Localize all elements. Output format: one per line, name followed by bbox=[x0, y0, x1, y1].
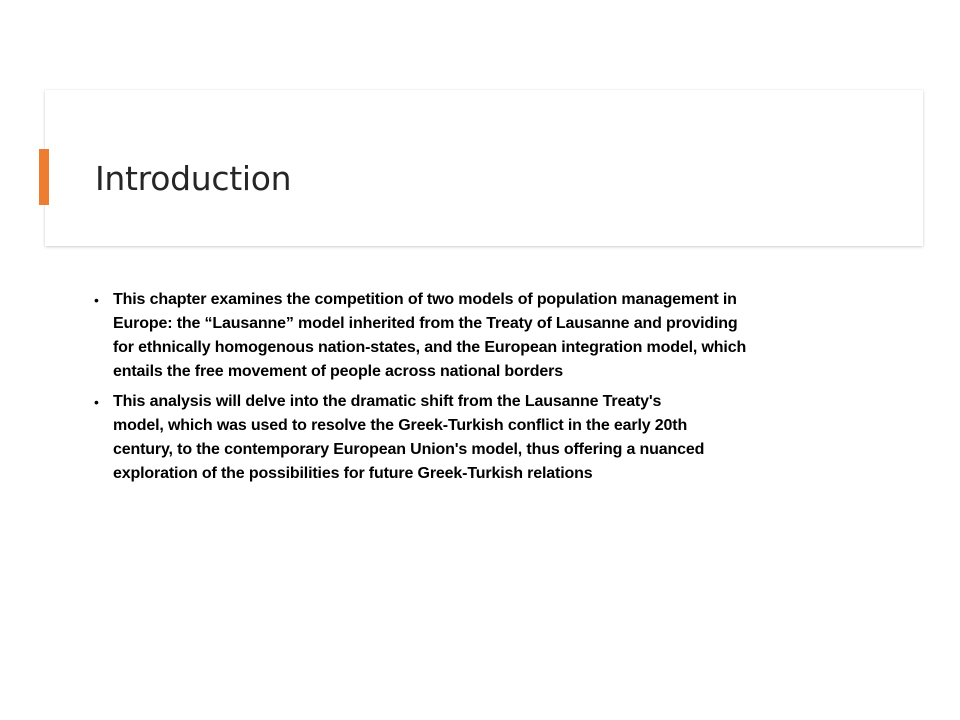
bullet-item bbox=[94, 288, 884, 384]
bullet-text-line: century, to the contemporary European Union's model, thus offering a nuanced bbox=[113, 441, 705, 458]
bullet-list bbox=[94, 288, 884, 492]
bullet-icon: • bbox=[94, 292, 99, 308]
bullet-text-line: This analysis will delve into the dramatic shift from the Lausanne Treaty's bbox=[113, 393, 662, 410]
slide-title: Introduction bbox=[95, 159, 292, 198]
bullet-text-line: Europe: the “Lausanne” model inherited from the Treaty of Lausanne and providing bbox=[113, 315, 738, 332]
bullet-text-line: exploration of the possibilities for future Greek-Turkish relations bbox=[113, 465, 593, 482]
bullet-icon: • bbox=[94, 394, 99, 410]
bullet-text-line: entails the free movement of people across national borders bbox=[113, 363, 563, 380]
bullet-text-line: for ethnically homogenous nation-states, and the European integration model, which bbox=[113, 339, 747, 356]
bullet-text-line: This chapter examines the competition of two models of population management in bbox=[113, 291, 737, 308]
bullet-text-line: model, which was used to resolve the Greek-Turkish conflict in the early 20th bbox=[113, 417, 688, 434]
title-accent-bar bbox=[39, 149, 49, 205]
bullet-item bbox=[94, 390, 884, 486]
